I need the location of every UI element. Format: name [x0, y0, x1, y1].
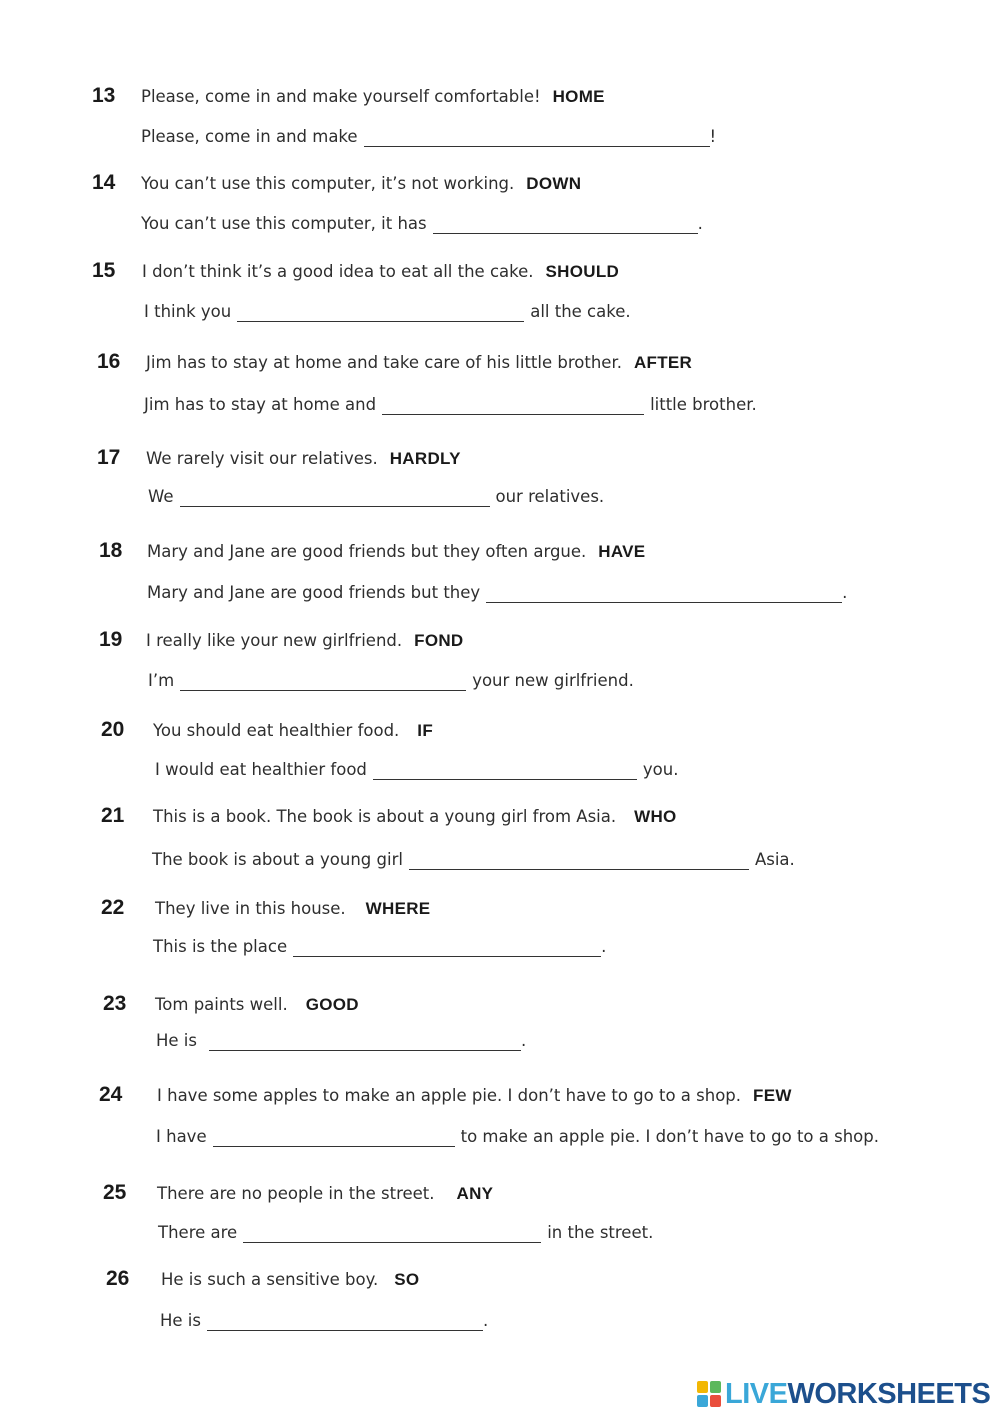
item-number: 21 [101, 804, 125, 827]
item-sentence [142, 261, 619, 283]
exercise-item-25 [0, 1181, 1000, 1271]
item-number: 14 [92, 171, 116, 194]
prompt-after: little brother. [650, 395, 757, 414]
rewrite-line [144, 301, 631, 323]
answer-blank[interactable] [209, 1033, 521, 1051]
sentence-text: We rarely visit our relatives. [146, 449, 378, 468]
sentence-text: You can’t use this computer, it’s not working. [141, 174, 515, 193]
rewrite-line [156, 1126, 879, 1148]
item-number: 16 [97, 350, 121, 373]
item-sentence [147, 541, 645, 563]
sentence-text: I have some apples to make an apple pie. I don’t have to go to a shop. [157, 1086, 742, 1105]
prompt-before: You can’t use this computer, it has [141, 214, 427, 233]
sentence-text: They live in this house. [155, 899, 346, 918]
item-number: 26 [106, 1267, 130, 1290]
prompt-before: Please, come in and make [141, 127, 358, 146]
prompt-after: your new girlfriend. [472, 671, 634, 690]
rewrite-line [152, 849, 795, 871]
item-sentence [141, 173, 581, 195]
rewrite-line [155, 759, 678, 781]
item-sentence [146, 448, 461, 470]
exercise-item-13 [0, 84, 1000, 174]
exercise-item-14 [0, 171, 1000, 261]
answer-blank[interactable] [409, 852, 749, 870]
rewrite-line [144, 394, 757, 416]
prompt-after: . [842, 583, 848, 602]
item-sentence [155, 898, 430, 920]
item-number: 19 [99, 628, 123, 651]
exercise-item-26 [0, 1267, 1000, 1357]
rewrite-line [153, 936, 606, 958]
prompt-before: Jim has to stay at home and [144, 395, 377, 414]
prompt-before: I’m [148, 671, 175, 690]
keyword: WHERE [365, 899, 431, 918]
prompt-after: . [697, 214, 703, 233]
sentence-text: He is such a sensitive boy. [161, 1270, 379, 1289]
sentence-text: This is a book. The book is about a young girl from Asia. [153, 807, 617, 826]
prompt-after: our relatives. [495, 487, 605, 506]
logo-mark-square [710, 1395, 721, 1407]
item-number: 23 [103, 992, 127, 1015]
item-sentence [157, 1085, 792, 1107]
rewrite-line [156, 1030, 526, 1052]
rewrite-line [148, 486, 604, 508]
exercise-item-18 [0, 539, 1000, 629]
exercise-item-21 [0, 804, 1000, 894]
item-sentence [161, 1269, 419, 1291]
rewrite-line [158, 1222, 653, 1244]
prompt-after: in the street. [547, 1223, 654, 1242]
prompt-after: Asia. [754, 850, 795, 869]
answer-blank[interactable] [207, 1313, 483, 1331]
item-number: 15 [92, 259, 116, 282]
sentence-text: You should eat healthier food. [153, 721, 400, 740]
keyword: HAVE [598, 542, 646, 561]
sentence-text: Tom paints well. [155, 995, 288, 1014]
exercise-item-17 [0, 446, 1000, 536]
keyword: GOOD [305, 995, 359, 1014]
rewrite-line [160, 1310, 488, 1332]
item-sentence [153, 806, 677, 828]
logo-mark-square [697, 1381, 708, 1393]
exercise-item-23 [0, 992, 1000, 1082]
item-number: 20 [101, 718, 125, 741]
answer-blank[interactable] [364, 129, 710, 147]
keyword: AFTER [633, 353, 693, 372]
sentence-text: Mary and Jane are good friends but they often argue. [147, 542, 587, 561]
keyword: SHOULD [545, 262, 620, 281]
sentence-text: I really like your new girlfriend. [146, 631, 403, 650]
keyword: FEW [753, 1086, 792, 1105]
logo-text-worksheets: WORKSHEETS [787, 1378, 991, 1410]
answer-blank[interactable] [180, 673, 466, 691]
sentence-text: I don’t think it’s a good idea to eat all the cake. [142, 262, 534, 281]
sentence-text: Jim has to stay at home and take care of his little brother. [146, 353, 622, 372]
prompt-before: This is the place [153, 937, 288, 956]
prompt-before: The book is about a young girl [152, 850, 403, 869]
prompt-after: to make an apple pie. I don’t have to go to a shop. [460, 1127, 879, 1146]
keyword: HARDLY [389, 449, 461, 468]
rewrite-line [141, 213, 703, 235]
keyword: ANY [456, 1184, 494, 1203]
rewrite-line [141, 126, 716, 148]
prompt-after: . [601, 937, 607, 956]
item-sentence [157, 1183, 493, 1205]
prompt-before: Mary and Jane are good friends but they [147, 583, 481, 602]
item-number: 22 [101, 896, 125, 919]
prompt-after: . [482, 1311, 489, 1330]
prompt-after: . [520, 1031, 527, 1050]
prompt-before: I would eat healthier food [155, 760, 367, 779]
prompt-after: all the cake. [530, 302, 631, 321]
keyword: WHO [634, 807, 677, 826]
item-sentence [155, 994, 359, 1016]
prompt-before: I think you [144, 302, 232, 321]
prompt-after: ! [709, 127, 717, 146]
exercise-item-16 [0, 350, 1000, 440]
prompt-before: He is [160, 1311, 201, 1330]
exercise-item-15 [0, 259, 1000, 349]
keyword: SO [394, 1270, 420, 1289]
item-number: 13 [92, 84, 116, 107]
exercise-item-19 [0, 628, 1000, 718]
answer-blank[interactable] [213, 1129, 455, 1147]
answer-blank[interactable] [486, 585, 842, 603]
keyword: FOND [414, 631, 464, 650]
sentence-text: Please, come in and make yourself comfortable! [141, 87, 541, 106]
item-sentence [146, 352, 692, 374]
keyword: HOME [552, 87, 605, 106]
rewrite-line [148, 670, 634, 692]
sentence-text: There are no people in the street. [157, 1184, 435, 1203]
prompt-before: He is [156, 1031, 197, 1050]
rewrite-line [147, 582, 847, 604]
exercise-item-22 [0, 896, 1000, 986]
answer-blank[interactable] [237, 304, 524, 322]
logo-mark-square [697, 1395, 708, 1407]
logo-mark-square [710, 1381, 721, 1393]
answer-blank[interactable] [433, 216, 698, 234]
item-sentence [141, 86, 605, 108]
prompt-before: I have [156, 1127, 207, 1146]
prompt-before: There are [158, 1223, 238, 1242]
liveworksheets-logo[interactable] [697, 1378, 990, 1410]
answer-blank[interactable] [293, 939, 601, 957]
liveworksheets-logo-icon [697, 1381, 721, 1407]
item-number: 24 [99, 1083, 123, 1106]
answer-blank[interactable] [243, 1225, 541, 1243]
exercise-item-20 [0, 718, 1000, 808]
keyword: DOWN [526, 174, 582, 193]
answer-blank[interactable] [373, 762, 637, 780]
logo-text-live: LIVE [725, 1378, 788, 1410]
item-sentence [146, 630, 464, 652]
item-sentence [153, 720, 433, 742]
logo-text [725, 1378, 990, 1410]
item-number: 25 [103, 1181, 127, 1204]
prompt-after: you. [642, 760, 679, 779]
prompt-before: We [148, 487, 174, 506]
item-number: 18 [99, 539, 123, 562]
keyword: IF [417, 721, 434, 740]
exercise-item-24 [0, 1083, 1000, 1173]
answer-blank[interactable] [382, 397, 644, 415]
answer-blank[interactable] [180, 489, 490, 507]
item-number: 17 [97, 446, 121, 469]
